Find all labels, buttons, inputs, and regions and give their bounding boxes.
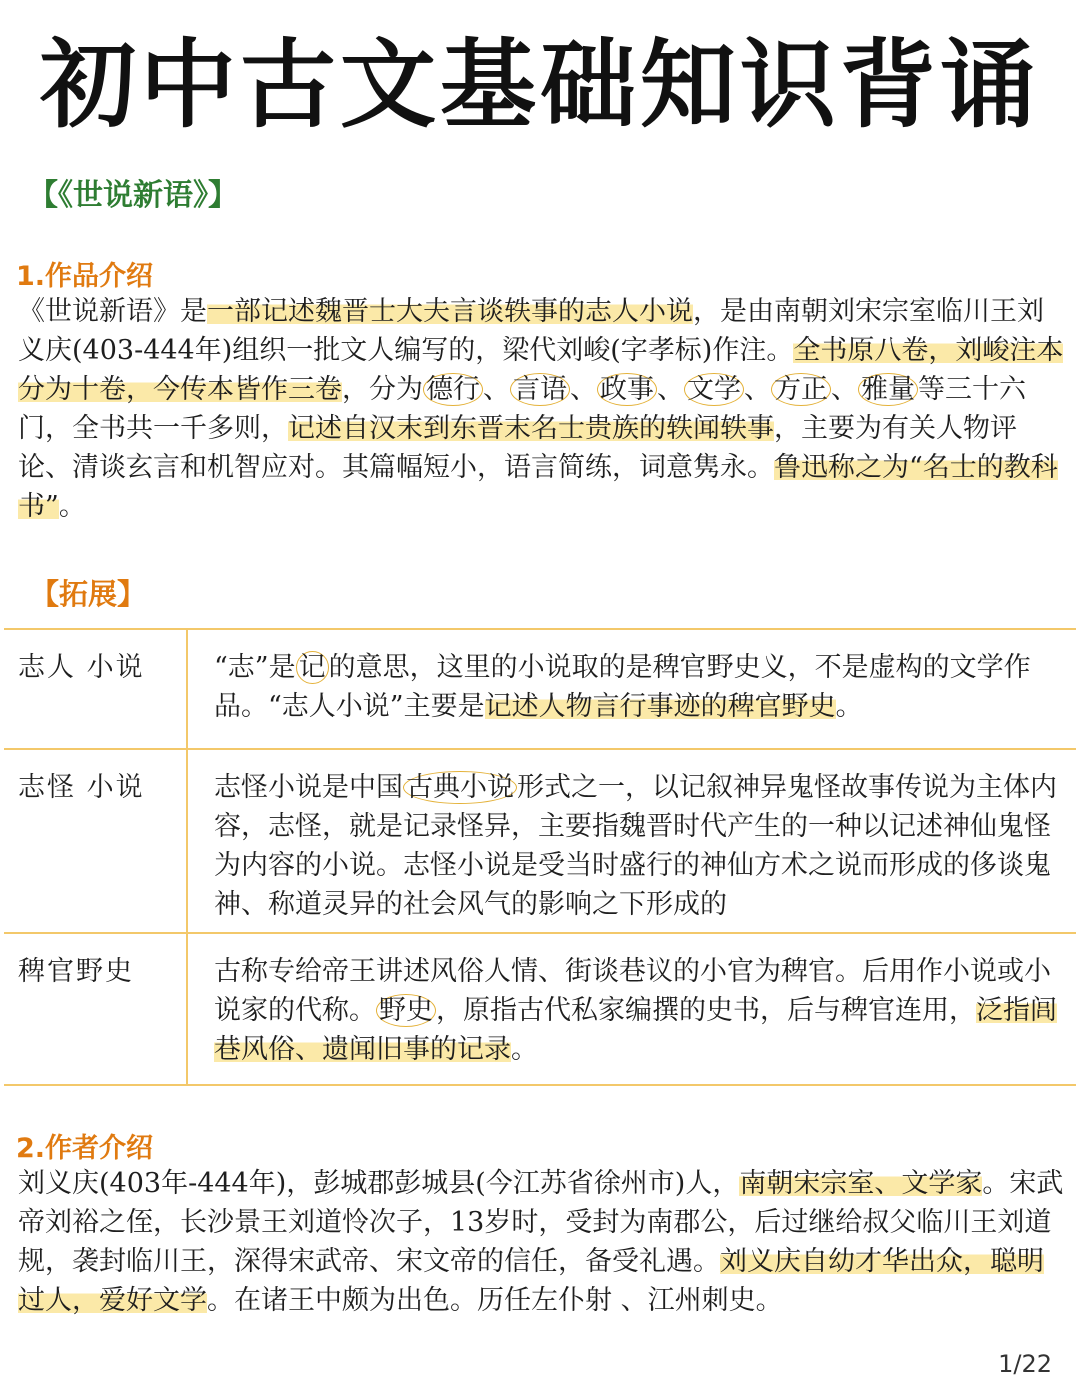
text-segment: 志怪小说是中国 <box>214 772 403 803</box>
book-label: 【《世说新语》】 <box>28 178 238 213</box>
circled-text: 雅量 <box>858 373 918 406</box>
text-segment: 、 <box>744 374 771 405</box>
section-heading-author: 2.作者介绍 <box>16 1133 154 1164</box>
highlighted-text: 泛指闾巷风俗、遗闻旧事的记录 <box>214 995 1057 1065</box>
text-segment: “志”是 <box>214 652 296 683</box>
highlighted-text: 南朝宋宗室、文学家 <box>739 1168 983 1199</box>
desc-cell <box>187 629 1076 749</box>
text-segment: ，是由南朝刘宋宗室临川王刘义庆(403-444年)组织一批文人编写的，梁代刘峻(字孝标)作注。 <box>18 296 1044 366</box>
section-heading-intro: 1.作品介绍 <box>16 261 154 292</box>
term-cell: 志怪 小说 <box>4 749 187 933</box>
text-segment: 刘义庆(403年-444年)，彭城郡彭城县(今江苏省徐州市)人， <box>18 1168 740 1199</box>
term-cell: 稗官野史 <box>4 933 187 1085</box>
page-indicator: 1/22 <box>998 1350 1052 1378</box>
circled-text: 野史 <box>376 994 436 1027</box>
text-segment: 、 <box>831 374 858 405</box>
text-segment: 形式之一，以记叙神异鬼怪故事传说为主体内容，志怪，就是记录怪异，主要指魏晋时代产生的一种以记述神仙鬼怪为内容的小说。志怪小说是受当时盛行的神仙方术之说而形成的侈谈鬼神、称道灵异的社会风气的影响之下形成的 <box>214 772 1057 920</box>
author-paragraph <box>18 1164 1070 1320</box>
highlighted-text: 一部记述魏晋士大夫言谈轶事的志人小说 <box>207 296 693 327</box>
text-segment: 。宋武帝刘裕之侄，长沙景王刘道怜次子，13岁时，受封为南郡公，后过继给叔父临川王刘道规，袭封临川王，深得宋武帝、宋文帝的信任，备受礼遇。 <box>18 1168 1064 1277</box>
expand-table <box>4 628 1076 1086</box>
highlighted-text: 全书原八卷，刘峻注本分为十卷，今传本皆作三卷 <box>18 335 1064 405</box>
highlighted-text: 刘义庆自幼才华出众，聪明过人，爱好文学 <box>18 1246 1044 1316</box>
text-segment: ，原指古代私家编撰的史书，后与稗官连用， <box>436 995 976 1026</box>
circled-text: 方正 <box>771 373 831 406</box>
text-segment: 、 <box>657 374 684 405</box>
circled-text: 古典小说 <box>403 771 517 804</box>
text-segment: 《世说新语》是 <box>18 296 207 327</box>
highlighted-text: 记述自汉末到东晋末名士贵族的轶闻轶事 <box>288 413 774 444</box>
circled-text: 德行 <box>423 373 483 406</box>
text-segment: 的意思，这里的小说取的是稗官野史义，不是虚构的文学作品。“志人小说”主要是 <box>214 652 1031 722</box>
text-segment: 。 <box>511 1034 538 1065</box>
table-row <box>4 629 1076 749</box>
text-segment: 等三十六门，全书共一千多则， <box>18 374 1026 444</box>
circled-text: 政事 <box>597 373 657 406</box>
table-row <box>4 933 1076 1085</box>
text-segment: 古称专给帝王讲述风俗人情、街谈巷议的小官为稗官。后用作小说或小说家的代称。 <box>214 956 1051 1026</box>
text-segment: ，主要为有关人物评论、清谈玄言和机智应对。其篇幅短小，语言简练，词意隽永。 <box>18 413 1017 483</box>
desc-cell <box>187 749 1076 933</box>
term-cell: 志人 小说 <box>4 629 187 749</box>
desc-cell <box>187 933 1076 1085</box>
highlighted-text: 记述人物言行事迹的稗官野史 <box>484 691 836 722</box>
text-segment: 、 <box>570 374 597 405</box>
circled-text: 记 <box>296 651 329 684</box>
text-segment: 。在诸王中颇为出色。历任左仆射 、江州刺史。 <box>207 1285 783 1316</box>
circled-text: 文学 <box>684 373 744 406</box>
text-segment: 。 <box>835 691 863 722</box>
highlighted-text: 鲁迅称之为“名士的教科书” <box>18 452 1058 522</box>
circled-text: 言语 <box>510 373 570 406</box>
text-segment: 、 <box>483 374 510 405</box>
text-segment: 。 <box>58 491 86 522</box>
page-title: 初中古文基础知识背诵 <box>40 29 1040 141</box>
table-row <box>4 749 1076 933</box>
intro-paragraph <box>18 292 1070 526</box>
text-segment: ，分为 <box>342 374 423 405</box>
expand-label: 【拓展】 <box>30 577 147 611</box>
